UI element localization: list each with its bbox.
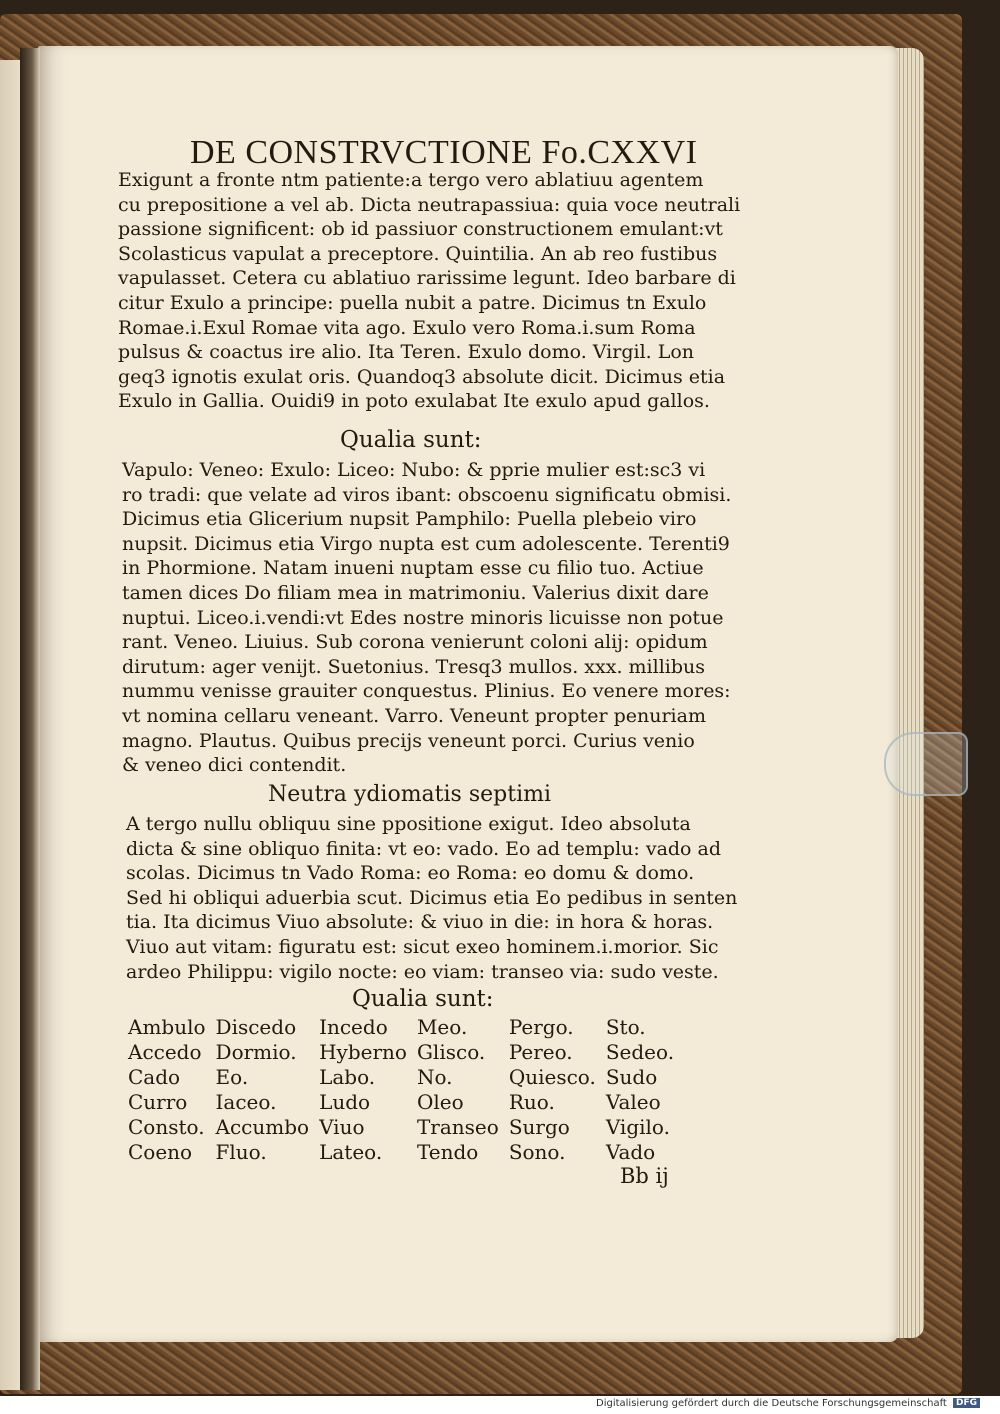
paragraph-2-line: magno. Plautus. Quibus precijs veneunt porci. Curius venio: [122, 729, 695, 752]
paragraph-2-line: nummu venisse grauiter conquestus. Plinius. Eo venere mores:: [122, 680, 731, 703]
word-table-cell: Vigilo.: [605, 1114, 670, 1139]
word-table-row: [128, 1089, 684, 1114]
paragraph-1: [118, 168, 741, 414]
word-table-row: [128, 1064, 684, 1089]
paragraph-3-line: Sed hi obliqui aduerbia scut. Dicimus etia Eo pedibus in senten: [126, 886, 738, 909]
word-table-cell: Glisco.: [416, 1039, 486, 1064]
word-table-cell: Ludo: [319, 1089, 371, 1114]
book-gutter: [20, 48, 40, 1390]
paragraph-2-line: vt nomina cellaru veneant. Varro. Veneunt propter penuriam: [122, 704, 706, 727]
paragraph-2-line: rant. Veneo. Liuius. Sub corona venierunt coloni alij: opidum: [122, 631, 708, 654]
paper-clip: [884, 732, 968, 796]
paragraph-3-line: scolas. Dicimus tn Vado Roma: eo Roma: eo domu & domo.: [126, 862, 695, 885]
word-table-cell: Ruo.: [508, 1089, 555, 1114]
word-table-cell: Coeno: [128, 1139, 193, 1164]
paragraph-1-line: Exulo in Gallia. Ouidi9 in poto exulabat Ite exulo apud gallos.: [118, 390, 710, 413]
word-table-cell: Eo.: [215, 1064, 249, 1089]
word-table-cell: Sedeo.: [605, 1039, 675, 1064]
paragraph-2-line: nuptui. Liceo.i.vendi:vt Edes nostre minoris licuisse non potue: [122, 606, 724, 629]
word-table-cell: Discedo: [215, 1014, 297, 1039]
paragraph-1-line: cu prepositione a vel ab. Dicta neutrapassiua: quia voce neutrali: [118, 193, 741, 216]
word-table-cell: Consto.: [128, 1114, 205, 1139]
word-table-row: [128, 1014, 684, 1039]
word-table-cell: Valeo: [605, 1089, 661, 1114]
word-table-row: [128, 1114, 684, 1139]
heading-neutra-ydiomatis: Neutra ydiomatis septimi: [268, 782, 552, 807]
paragraph-1-line: citur Exulo a principe: puella nubit a patre. Dicimus tn Exulo: [118, 291, 707, 314]
running-head: DE CONSTRVCTIONE Fo.CXXVI: [190, 134, 698, 171]
word-table-cell: Viuo: [319, 1114, 365, 1139]
heading-qualia-sunt-1: Qualia sunt:: [340, 427, 482, 453]
signature-mark: Bb ij: [620, 1164, 669, 1188]
footer-text: Digitalisierung gefördert durch die Deutsche Forschungsgemeinschaft: [596, 1398, 947, 1409]
paragraph-2-line: & veneo dici contendit.: [122, 754, 347, 777]
paragraph-2-line: in Phormione. Natam inueni nuptam esse cu filio tuo. Actiue: [122, 557, 704, 580]
word-table-cell: Pereo.: [508, 1039, 573, 1064]
word-table-cell: Accedo: [128, 1039, 202, 1064]
paragraph-2-line: Dicimus etia Glicerium nupsit Pamphilo: Puella plebeio viro: [122, 508, 697, 531]
paragraph-2-line: nupsit. Dicimus etia Virgo nupta est cum adolescente. Terenti9: [122, 532, 730, 555]
word-table-cell: Sono.: [508, 1139, 566, 1164]
word-table-cell: Transeo: [416, 1114, 499, 1139]
word-table-cell: Lateo.: [319, 1139, 383, 1164]
paragraph-2: [122, 458, 731, 778]
paragraph-1-line: Romae.i.Exul Romae vita ago. Exulo vero Roma.i.sum Roma: [118, 316, 696, 339]
paragraph-1-line: geq3 ignotis exulat oris. Quandoq3 absolute dicit. Dicimus etia: [118, 365, 726, 388]
paragraph-3-line: dicta & sine obliquo finita: vt eo: vado. Eo ad templu: vado ad: [126, 837, 722, 860]
word-table-cell: No.: [416, 1064, 453, 1089]
word-table-cell: Sudo: [605, 1064, 658, 1089]
paragraph-1-line: vapulasset. Cetera cu ablatiuo rarissime legunt. Ideo barbare di: [118, 267, 736, 290]
word-table-cell: Curro: [128, 1089, 188, 1114]
word-table-cell: Fluo.: [215, 1139, 267, 1164]
word-table-cell: Sto.: [605, 1014, 646, 1039]
word-table-cell: Pergo.: [508, 1014, 574, 1039]
word-table-cell: Labo.: [319, 1064, 376, 1089]
word-table-cell: Accumbo: [215, 1114, 310, 1139]
dfg-logo: DFG: [953, 1398, 980, 1408]
heading-qualia-sunt-2: Qualia sunt:: [352, 986, 494, 1012]
paragraph-1-line: passione significent: ob id passiuor constructionem emulant:vt: [118, 218, 723, 241]
digitization-footer: [596, 1398, 996, 1412]
word-table-cell: Oleo: [416, 1089, 464, 1114]
paragraph-1-line: Exigunt a fronte ntm patiente:a tergo vero ablatiuu agentem: [118, 169, 704, 191]
word-table-cell: Incedo: [319, 1014, 388, 1039]
word-table-cell: Iaceo.: [215, 1089, 277, 1114]
paragraph-3-line: tia. Ita dicimus Viuo absolute: & viuo in die: in hora & horas.: [126, 911, 714, 934]
word-table-cell: Tendo: [416, 1139, 479, 1164]
paragraph-1-line: pulsus & coactus ire alio. Ita Teren. Exulo domo. Virgil. Lon: [118, 341, 695, 364]
paragraph-1-line: Scolasticus vapulat a preceptore. Quintilia. An ab reo fustibus: [118, 242, 718, 265]
paragraph-3: [126, 812, 737, 984]
word-table-row: [128, 1139, 684, 1164]
paragraph-3-line: Viuo aut vitam: figuratu est: sicut exeo hominem.i.morior. Sic: [126, 935, 719, 958]
paragraph-3-line: A tergo nullu obliquu sine ppositione exigut. Ideo absoluta: [126, 813, 691, 835]
word-table-cell: Dormio.: [215, 1039, 297, 1064]
word-table-cell: Meo.: [416, 1014, 468, 1039]
word-table-cell: Vado: [605, 1139, 656, 1164]
paragraph-2-line: tamen dices Do filiam mea in matrimoniu. Valerius dixit dare: [122, 581, 709, 604]
word-table-cell: Cado: [128, 1064, 181, 1089]
paragraph-2-line: Vapulo: Veneo: Exulo: Liceo: Nubo: & pprie mulier est:sc3 vi: [122, 459, 706, 481]
paragraph-3-line: ardeo Philippu: vigilo nocte: eo viam: transeo via: sudo veste.: [126, 960, 719, 983]
paragraph-2-line: dirutum: ager venijt. Suetonius. Tresq3 mullos. xxx. millibus: [122, 655, 706, 678]
word-table-cell: Ambulo: [128, 1014, 206, 1039]
paragraph-2-line: ro tradi: que velate ad viros ibant: obscoenu significatu obmisi.: [122, 483, 732, 506]
word-table-row: [128, 1039, 684, 1064]
word-table-cell: Surgo: [508, 1114, 570, 1139]
word-table-cell: Quiesco.: [508, 1064, 596, 1089]
word-table-cell: Hyberno: [319, 1039, 407, 1064]
verb-word-table: [128, 1014, 684, 1164]
